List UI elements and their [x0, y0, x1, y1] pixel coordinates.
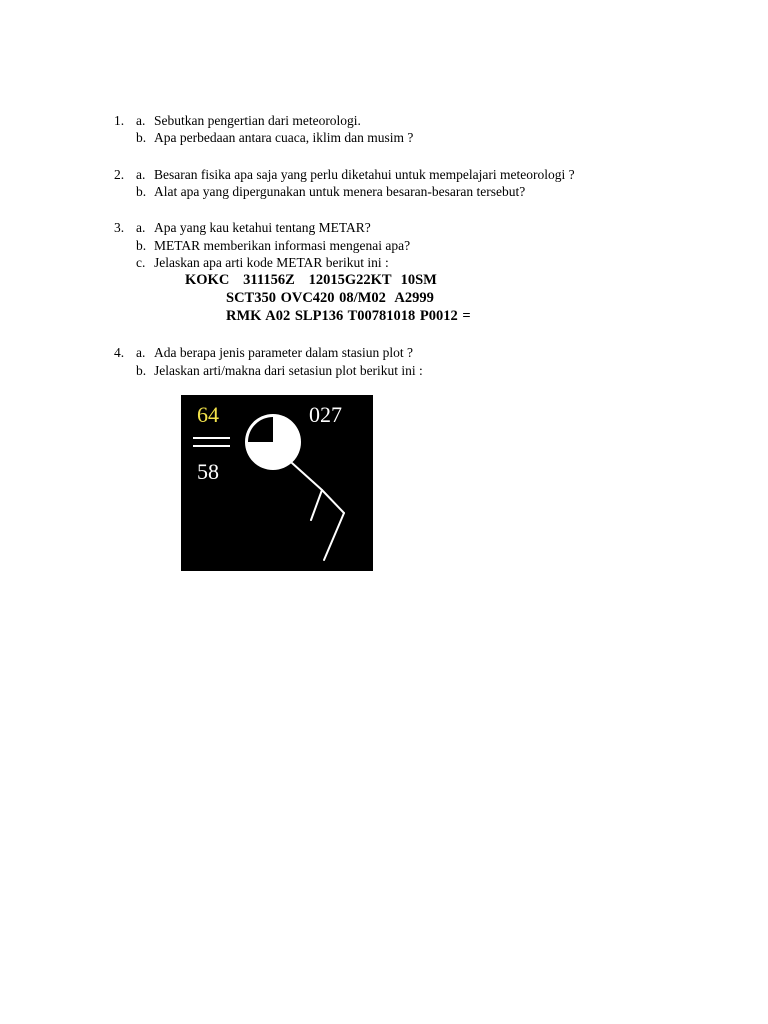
question-3b-text: METAR memberikan informasi mengenai apa?	[154, 238, 411, 253]
question-2-number: 2.	[114, 167, 125, 182]
question-2a-text: Besaran fisika apa saja yang perlu diketahui untuk mempelajari meteorologi ?	[154, 167, 575, 182]
question-3c-letter: c.	[136, 255, 146, 270]
question-3-number: 3.	[114, 220, 125, 235]
question-4b-text: Jelaskan arti/makna dari setasiun plot berikut ini :	[154, 363, 423, 378]
question-1b-letter: b.	[136, 130, 147, 145]
question-4-number: 4.	[114, 345, 125, 360]
question-4a-letter: a.	[136, 345, 146, 360]
question-1-number: 1.	[114, 113, 125, 128]
question-3a-text: Apa yang kau ketahui tentang METAR?	[154, 220, 371, 235]
metar-code-line-3: RMK A02 SLP136 T00781018 P0012 =	[226, 308, 471, 324]
question-3b-letter: b.	[136, 238, 147, 253]
temperature-value: 64	[197, 402, 219, 427]
question-1b-text: Apa perbedaan antara cuaca, iklim dan musim ?	[154, 130, 414, 145]
station-plot-svg	[181, 395, 373, 571]
question-3a-letter: a.	[136, 220, 146, 235]
metar-code-line-1: KOKC 311156Z 12015G22KT 10SM	[185, 272, 437, 288]
question-1a-text: Sebutkan pengertian dari meteorologi.	[154, 113, 361, 128]
question-3c-text: Jelaskan apa arti kode METAR berikut ini :	[154, 255, 389, 270]
question-4a-text: Ada berapa jenis parameter dalam stasiun plot ?	[154, 345, 414, 360]
question-1a-letter: a.	[136, 113, 146, 128]
question-2b-letter: b.	[136, 184, 147, 199]
metar-code-line-2: SCT350 OVC420 08/M02 A2999	[226, 290, 434, 306]
pressure-value: 027	[309, 402, 342, 427]
question-2b-text: Alat apa yang dipergunakan untuk menera besaran-besaran tersebut?	[154, 184, 526, 199]
question-2a-letter: a.	[136, 167, 146, 182]
station-plot-figure	[181, 395, 373, 571]
dewpoint-value: 58	[197, 459, 219, 484]
question-4b-letter: b.	[136, 363, 147, 378]
